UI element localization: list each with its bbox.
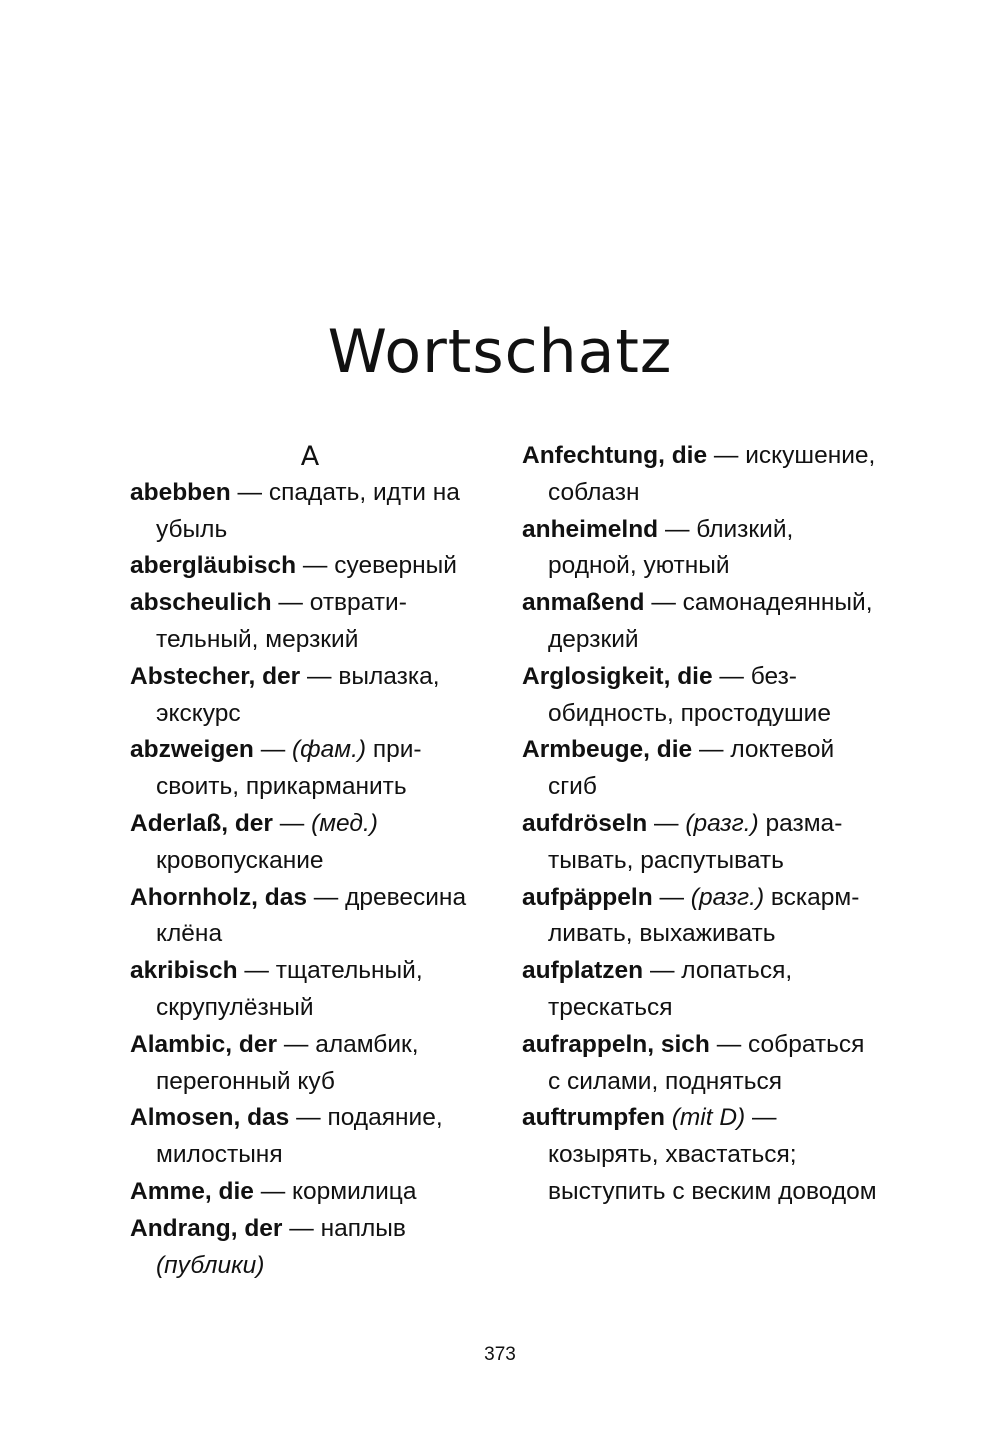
section-letter: A: [300, 441, 320, 472]
glossary-entry: [522, 1027, 882, 1101]
glossary-entry: [130, 659, 490, 733]
entry-term: akribisch: [130, 957, 238, 985]
glossary-entry: [522, 438, 882, 512]
entry-translation: аламбик, перегонный куб: [156, 1030, 419, 1095]
entry-dash: —: [647, 809, 686, 837]
entry-note: (публики): [156, 1251, 265, 1279]
glossary-entry: [130, 548, 490, 585]
entry-translation: кормилица: [292, 1177, 417, 1205]
glossary-entry: [130, 475, 490, 549]
entry-dash: —: [296, 552, 335, 580]
entry-term: abergläubisch: [130, 552, 297, 580]
entry-term: Anfechtung, die: [522, 442, 708, 469]
entry-translation: близкий, родной, уютный: [548, 515, 794, 580]
entry-translation: самонадеянный, дерзкий: [548, 589, 873, 653]
glossary-entry: [130, 880, 490, 954]
entry-translation: — козырять, хвастаться; выступить с веским доводом: [548, 1104, 877, 1205]
entry-dash: —: [652, 883, 691, 911]
entry-translation: собраться с силами, подняться: [548, 1030, 865, 1095]
entry-translation: безобидность, простодушие: [548, 662, 831, 727]
left-entries: [130, 475, 490, 1285]
entry-dash: —: [707, 442, 746, 469]
entry-dash: —: [643, 957, 682, 985]
entry-translation: локтевой сгиб: [548, 736, 835, 801]
entry-translation: отвратительный, мерзкий: [156, 589, 407, 653]
entry-dash: —: [300, 662, 339, 690]
glossary-entry: [130, 953, 490, 1027]
entry-term: aufpäppeln: [522, 883, 653, 911]
entry-term: Almosen, das: [130, 1104, 290, 1132]
entry-note: (разг.): [690, 883, 765, 911]
entry-dash: —: [289, 1104, 328, 1132]
entry-dash: —: [306, 883, 346, 911]
entry-translation: подаяние, милостыня: [156, 1104, 443, 1169]
entry-note: (разг.): [685, 809, 759, 837]
entry-term: Aderlaß, der: [130, 809, 273, 837]
entry-dash: —: [253, 736, 293, 764]
entry-term: Arglosigkeit, die: [522, 662, 713, 690]
glossary-entry: [522, 880, 882, 954]
entry-dash: —: [272, 809, 312, 837]
entry-translation: суеверный: [334, 552, 457, 580]
glossary-entry: [130, 732, 490, 806]
entry-translation: искушение, соблазн: [548, 442, 876, 506]
glossary-entry: [130, 1174, 490, 1211]
glossary-entry: [522, 953, 882, 1027]
entry-translation: лопаться, трескаться: [548, 957, 793, 1021]
entry-dash: —: [230, 478, 269, 506]
entry-translation: наплыв: [320, 1214, 406, 1242]
entry-term: Alambic, der: [130, 1030, 278, 1058]
entry-term: aufrappeln, sich: [522, 1030, 710, 1058]
entry-term: auftrumpfen: [522, 1104, 665, 1132]
entry-dash: —: [692, 736, 731, 764]
entry-term: anheimelnd: [522, 515, 659, 543]
glossary-entry: [522, 806, 882, 880]
entry-dash: —: [282, 1214, 321, 1242]
entry-term: abebben: [130, 478, 231, 506]
entry-term: abzweigen: [130, 736, 254, 764]
entry-term: abscheulich: [130, 589, 272, 617]
entry-note: (фам.): [292, 736, 367, 764]
glossary-entry: [522, 585, 882, 659]
entry-dash: —: [277, 1030, 316, 1058]
entry-dash: —: [271, 589, 310, 617]
glossary-entry: [130, 1211, 490, 1285]
entry-translation: присвоить, прикарманить: [156, 736, 422, 801]
entry-term: aufplatzen: [522, 957, 644, 985]
entry-translation: кровопускание: [156, 846, 324, 874]
right-entries: [522, 438, 882, 1211]
entry-term: Amme, die: [130, 1177, 254, 1205]
entry-dash: —: [712, 662, 751, 690]
entry-term: Armbeuge, die: [522, 736, 693, 764]
glossary-entry: [522, 1100, 882, 1210]
glossary-entry: [130, 806, 490, 880]
entry-translation: тщательный, скрупулёзный: [156, 957, 423, 1021]
entry-translation: вскармливать, выхаживать: [548, 883, 860, 948]
entry-term: Abstecher, der: [130, 662, 301, 690]
entry-translation: древесина клёна: [156, 883, 467, 948]
entry-term: aufdröseln: [522, 809, 648, 837]
entry-dash: —: [237, 957, 276, 985]
page-title: Wortschatz: [327, 317, 673, 387]
entry-dash: —: [644, 589, 683, 617]
entry-note: (мед.): [311, 809, 378, 837]
left-column: [130, 438, 490, 1284]
entry-term: anmaßend: [522, 589, 645, 617]
entry-dash: —: [658, 515, 697, 543]
entry-translation: спадать, идти на убыль: [156, 478, 460, 543]
glossary-entry: [522, 512, 882, 586]
entry-term: Ahornholz, das: [130, 883, 307, 911]
glossary-entry: [522, 659, 882, 733]
entry-note: (mit D): [671, 1104, 746, 1132]
page-number: 373: [484, 1344, 516, 1365]
entry-term: Andrang, der: [130, 1214, 283, 1242]
entry-dash: —: [709, 1030, 749, 1058]
glossary-entry: [522, 732, 882, 806]
glossary-entry: [130, 585, 490, 659]
entry-translation: разматывать, распутывать: [548, 809, 843, 874]
glossary-entry: [130, 1100, 490, 1174]
glossary-entry: [130, 1027, 490, 1101]
entry-dash: —: [253, 1177, 293, 1205]
entry-translation: вылазка, экскурс: [156, 662, 440, 727]
entry-dash: [665, 1104, 672, 1131]
right-column: [522, 438, 882, 1211]
